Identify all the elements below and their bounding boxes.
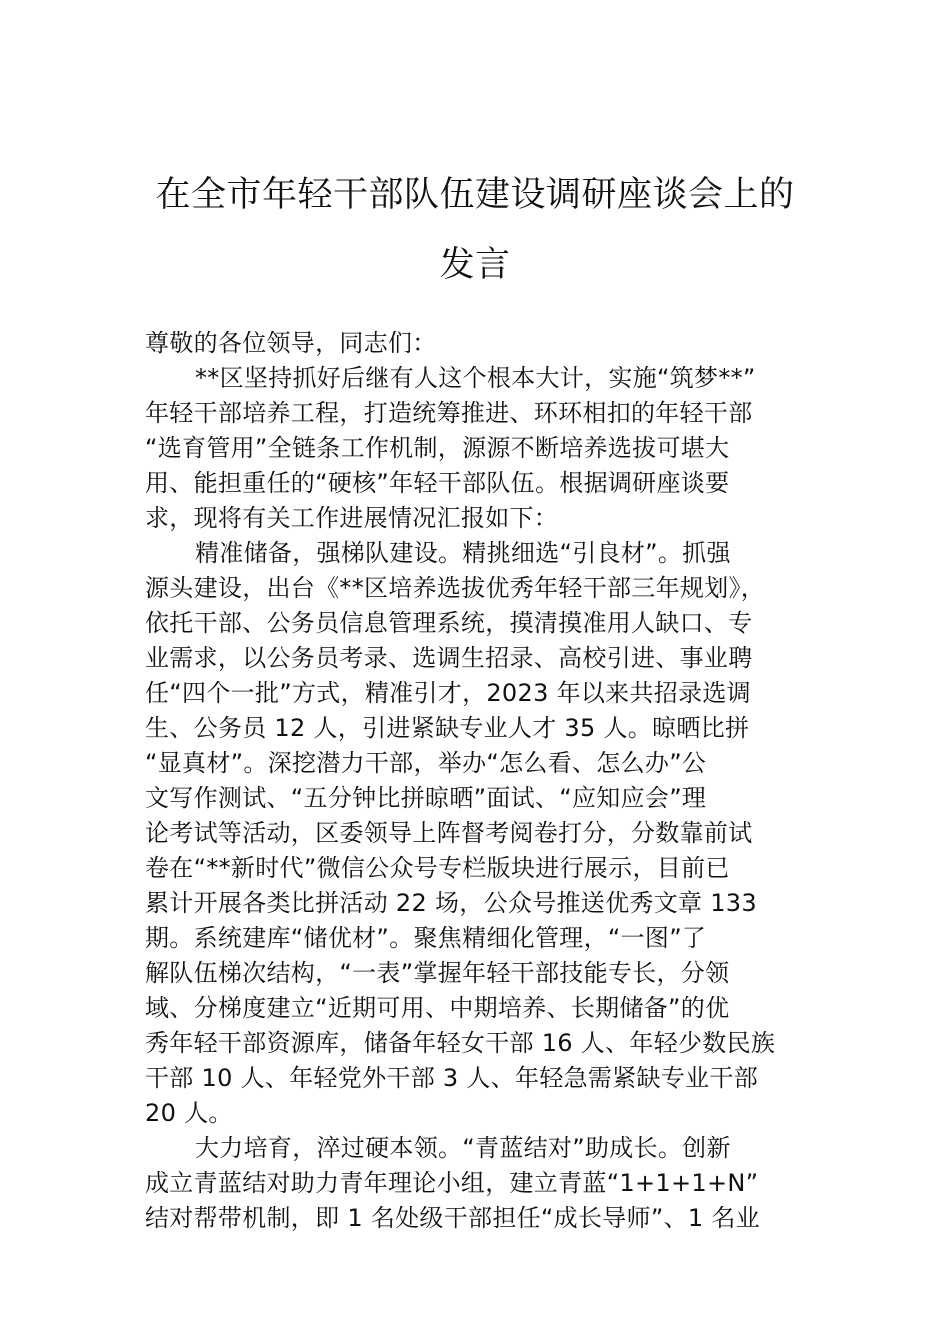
paragraph-line: 用、能担重任的“硬核”年轻干部队伍。根据调研座谈要 (145, 469, 730, 497)
paragraph-line: 业需求，以公务员考录、选调生招录、高校引进、事业聘 (145, 644, 753, 672)
paragraph-line: 论考试等活动，区委领导上阵督考阅卷打分，分数靠前试 (145, 819, 753, 847)
paragraph-line: 求，现将有关工作进展情况汇报如下： (145, 504, 559, 532)
paragraph-line: 累计开展各类比拼活动 22 场，公众号推送优秀文章 133 (145, 889, 757, 917)
paragraph-line: 解队伍梯次结构，“一表”掌握年轻干部技能专长，分领 (145, 959, 730, 987)
paragraph-line: 卷在“**新时代”微信公众号专栏版块进行展示，目前已 (145, 854, 730, 882)
salutation-line: 尊敬的各位领导，同志们： (145, 329, 437, 357)
paragraph-line: 大力培育，淬过硬本领。“青蓝结对”助成长。创新 (195, 1134, 731, 1162)
paragraph-line: 秀年轻干部资源库，储备年轻女干部 16 人、年轻少数民族 (145, 1029, 776, 1057)
paragraph-line: **区坚持抓好后继有人这个根本大计，实施“筑梦**” (195, 364, 756, 392)
paragraph-line: “显真材”。深挖潜力干部，举办“怎么看、怎么办”公 (145, 749, 707, 777)
paragraph-line: 域、分梯度建立“近期可用、中期培养、长期储备”的优 (145, 994, 730, 1022)
paragraph-line: 源头建设，出台《**区培养选拔优秀年轻干部三年规划》， (145, 574, 766, 602)
paragraph-line: 精准储备，强梯队建设。精挑细选“引良材”。抓强 (195, 539, 731, 567)
paragraph-line: 生、公务员 12 人，引进紧缺专业人才 35 人。晾晒比拼 (145, 714, 750, 742)
paragraph-line: 成立青蓝结对助力青年理论小组，建立青蓝“1+1+1+N” (145, 1169, 759, 1197)
paragraph-line: 年轻干部培养工程，打造统筹推进、环环相扣的年轻干部 (145, 399, 753, 427)
paragraph-line: 任“四个一批”方式，精准引才，2023 年以来共招录选调 (145, 679, 751, 707)
title-line-2: 发言 (439, 245, 511, 285)
paragraph-line: 干部 10 人、年轻党外干部 3 人、年轻急需紧缺专业干部 (145, 1064, 759, 1092)
title-line-1: 在全市年轻干部队伍建设调研座谈会上的 (155, 175, 795, 215)
paragraph-line: 依托干部、公务员信息管理系统，摸清摸准用人缺口、专 (145, 609, 753, 637)
paragraph-line: 期。系统建库“储优材”。聚焦精细化管理，“一图”了 (145, 924, 707, 952)
paragraph-line: 文写作测试、“五分钟比拼晾晒”面试、“应知应会”理 (145, 784, 707, 812)
document-title (110, 160, 840, 300)
paragraph-line: 结对帮带机制，即 1 名处级干部担任“成长导师”、1 名业 (145, 1204, 760, 1232)
document-body (145, 326, 815, 1236)
paragraph-line: “选育管用”全链条工作机制，源源不断培养选拔可堪大 (145, 434, 730, 462)
paragraph-line: 20 人。 (145, 1099, 233, 1127)
